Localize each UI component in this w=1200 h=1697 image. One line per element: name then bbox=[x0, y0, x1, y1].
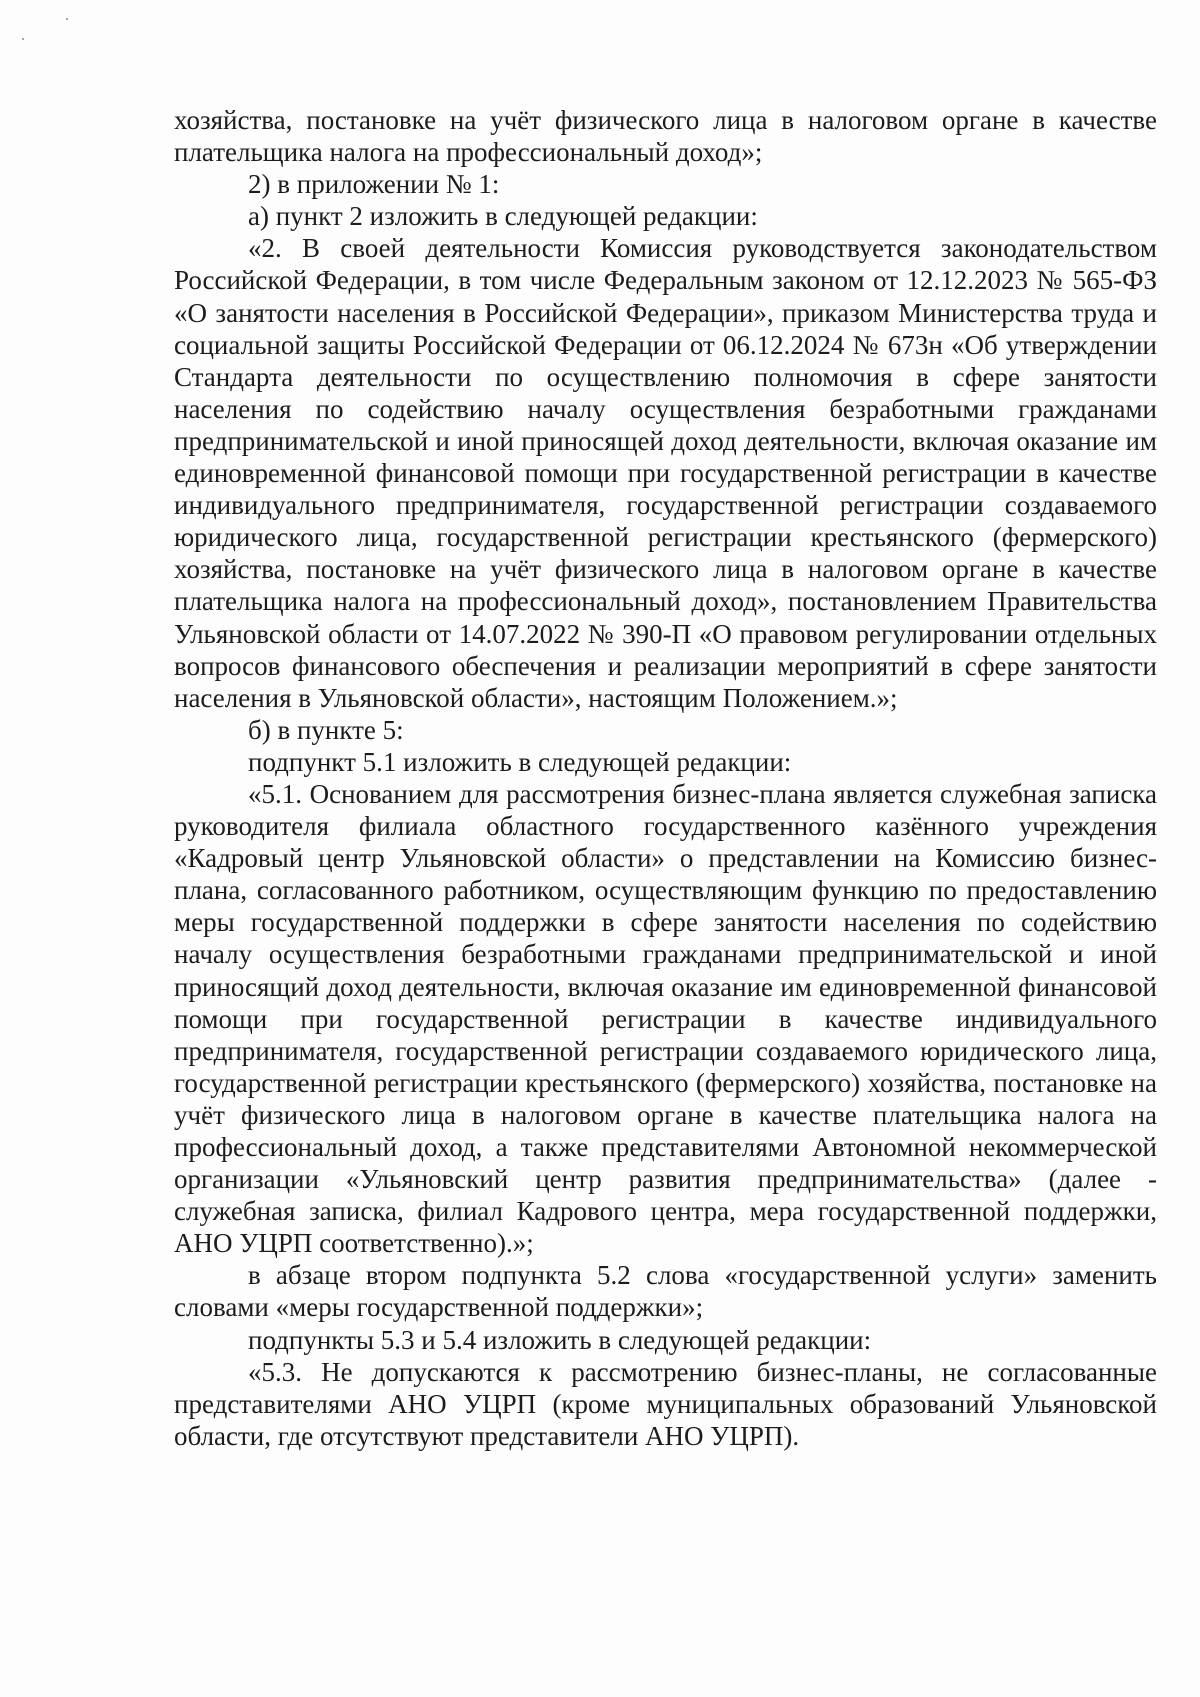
paragraph-subitem-a: а) пункт 2 изложить в следующей редакции: bbox=[248, 201, 758, 232]
paragraph-subpoint-5-1-intro: подпункт 5.1 изложить в следующей редакции: bbox=[248, 746, 792, 777]
paragraph-subpoint-5-3-text: «5.3. Не допускаются к рассмотрению бизнес-планы, не согласованные представителями АНО УЦРП (кроме муниципальных образований Ульяновской области, где отсутствуют представители АНО УЦРП). bbox=[174, 1356, 1157, 1451]
document-body bbox=[174, 104, 1157, 1452]
paragraph-continuation: хозяйства, постановке на учёт физического лица в налоговом органе в качестве плательщика налога на профессиональный доход»; bbox=[174, 105, 1157, 168]
scan-speck bbox=[22, 38, 24, 40]
paragraph-subitem-b: б) в пункте 5: bbox=[248, 714, 404, 745]
paragraph-point-2-text: «2. В своей деятельности Комиссия руководствуется законодательством Российской Федерации, в том числе Федеральным законом от 12.12.2023 № 565-ФЗ «О занятости населения в Российской Федерации», приказом Министерства труда и социальной защиты Российской Федерации от 06.12.2024 № 673н «Об утверждении Стандарта деятельности по осуществлению полномочия в сфере занятости населения по содействию началу осуществления безработными гражданами предпринимательской и иной приносящей доход деятельности, включая оказание им единовременной финансовой помощи при государственной регистрации в качестве индивидуального предпринимателя, государственной регистрации создаваемого юридического лица, государственной регистрации крестьянского (фермерского) хозяйства, постановке на учёт физического лица в налоговом органе в качестве плательщика налога на профессиональный доход», постановлением Правительства Ульяновской области от 14.07.2022 № 390-П «О правовом регулировании отдельных вопросов финансового обеспечения и реализации мероприятий в сфере занятости населения в Ульяновской области», настоящим Положением.»; bbox=[174, 233, 1157, 713]
paragraph-subpoints-5-3-5-4-intro: подпункты 5.3 и 5.4 изложить в следующей редакции: bbox=[248, 1324, 872, 1355]
paragraph-subpoint-5-2-change: в абзаце втором подпункта 5.2 слова «государственной услуги» заменить словами «меры государственной поддержки»; bbox=[174, 1260, 1157, 1323]
paragraph-item-2: 2) в приложении № 1: bbox=[248, 169, 500, 200]
paragraph-subpoint-5-1-text: «5.1. Основанием для рассмотрения бизнес-плана является служебная записка руководителя филиала областного государственного казённого учреждения «Кадровый центр Ульяновской области» о представлении на Комиссию бизнес-плана, согласованного работником, осуществляющим функцию по предоставлению меры государственной поддержки в сфере занятости населения по содействию началу осуществления безработными гражданами предпринимательской и иной приносящий доход деятельности, включая оказание им единовременной финансовой помощи при государственной регистрации в качестве индивидуального предпринимателя, государственной регистрации создаваемого юридического лица, государственной регистрации крестьянского (фермерского) хозяйства, постановке на учёт физического лица в налоговом органе в качестве плательщика налога на профессиональный доход, а также представителями Автономной некоммерческой организации «Ульяновский центр развития предпринимательства» (далее - служебная записка, филиал Кадрового центра, мера государственной поддержки, АНО УЦРП соответственно).»; bbox=[174, 778, 1157, 1259]
scan-speck bbox=[66, 18, 68, 20]
